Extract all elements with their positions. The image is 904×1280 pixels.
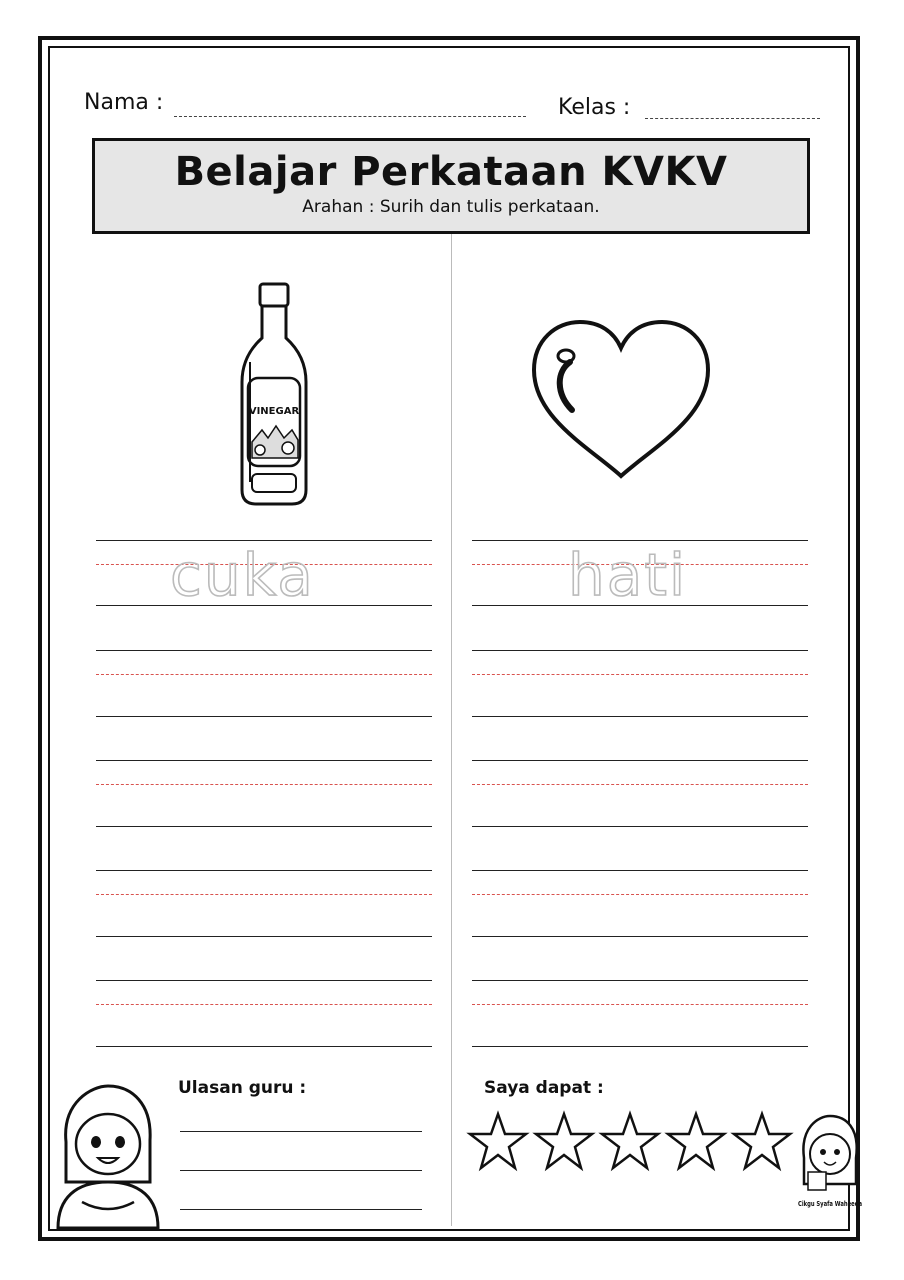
writing-line [472, 870, 808, 871]
writing-line [96, 826, 432, 827]
rating-stars [466, 1110, 796, 1172]
writing-line [96, 650, 432, 651]
teacher-comment-label: Ulasan guru : [178, 1078, 307, 1098]
vinegar-bottle-icon [236, 282, 312, 508]
comment-line[interactable] [180, 1209, 422, 1210]
writing-line [96, 936, 432, 937]
writing-line [472, 650, 808, 651]
writing-line-mid [96, 784, 432, 785]
column-divider [451, 234, 452, 1226]
trace-word-cuka[interactable]: cuka [170, 541, 315, 609]
trace-word-hati[interactable]: hati [568, 541, 688, 609]
writing-line-mid [96, 1004, 432, 1005]
vinegar-label: VINEGAR [248, 406, 300, 417]
writing-line [96, 716, 432, 717]
writing-line [96, 1046, 432, 1047]
writing-line-mid [472, 674, 808, 675]
cikgu-logo [796, 1114, 864, 1236]
writing-line [472, 826, 808, 827]
star-3-icon[interactable] [602, 1114, 658, 1168]
name-field[interactable] [174, 116, 526, 117]
rating-label: Saya dapat : [484, 1078, 604, 1098]
worksheet-title: Belajar Perkataan KVKV [174, 149, 728, 195]
heart-icon [530, 318, 712, 478]
writing-line-mid [472, 784, 808, 785]
writing-line [96, 980, 432, 981]
star-2-icon[interactable] [536, 1114, 592, 1168]
name-label: Nama : [84, 90, 164, 115]
writing-line-mid [96, 894, 432, 895]
writing-line-mid [472, 894, 808, 895]
logo-text: Cikgu Syafa Waheeda [798, 1200, 863, 1208]
star-4-icon[interactable] [668, 1114, 724, 1168]
writing-line-mid [96, 674, 432, 675]
writing-line [472, 760, 808, 761]
instruction-text: Arahan : Surih dan tulis perkataan. [302, 197, 600, 217]
comment-line[interactable] [180, 1131, 422, 1132]
writing-line [472, 1046, 808, 1047]
writing-line [96, 870, 432, 871]
girl-student-icon [52, 1082, 162, 1230]
writing-line [96, 760, 432, 761]
comment-line[interactable] [180, 1170, 422, 1171]
writing-line [472, 716, 808, 717]
star-1-icon[interactable] [470, 1114, 526, 1168]
class-field[interactable] [645, 118, 820, 119]
writing-line [472, 936, 808, 937]
writing-line-mid [472, 1004, 808, 1005]
title-banner [92, 138, 810, 234]
class-label: Kelas : [558, 95, 631, 120]
star-5-icon[interactable] [734, 1114, 790, 1168]
writing-line [472, 980, 808, 981]
